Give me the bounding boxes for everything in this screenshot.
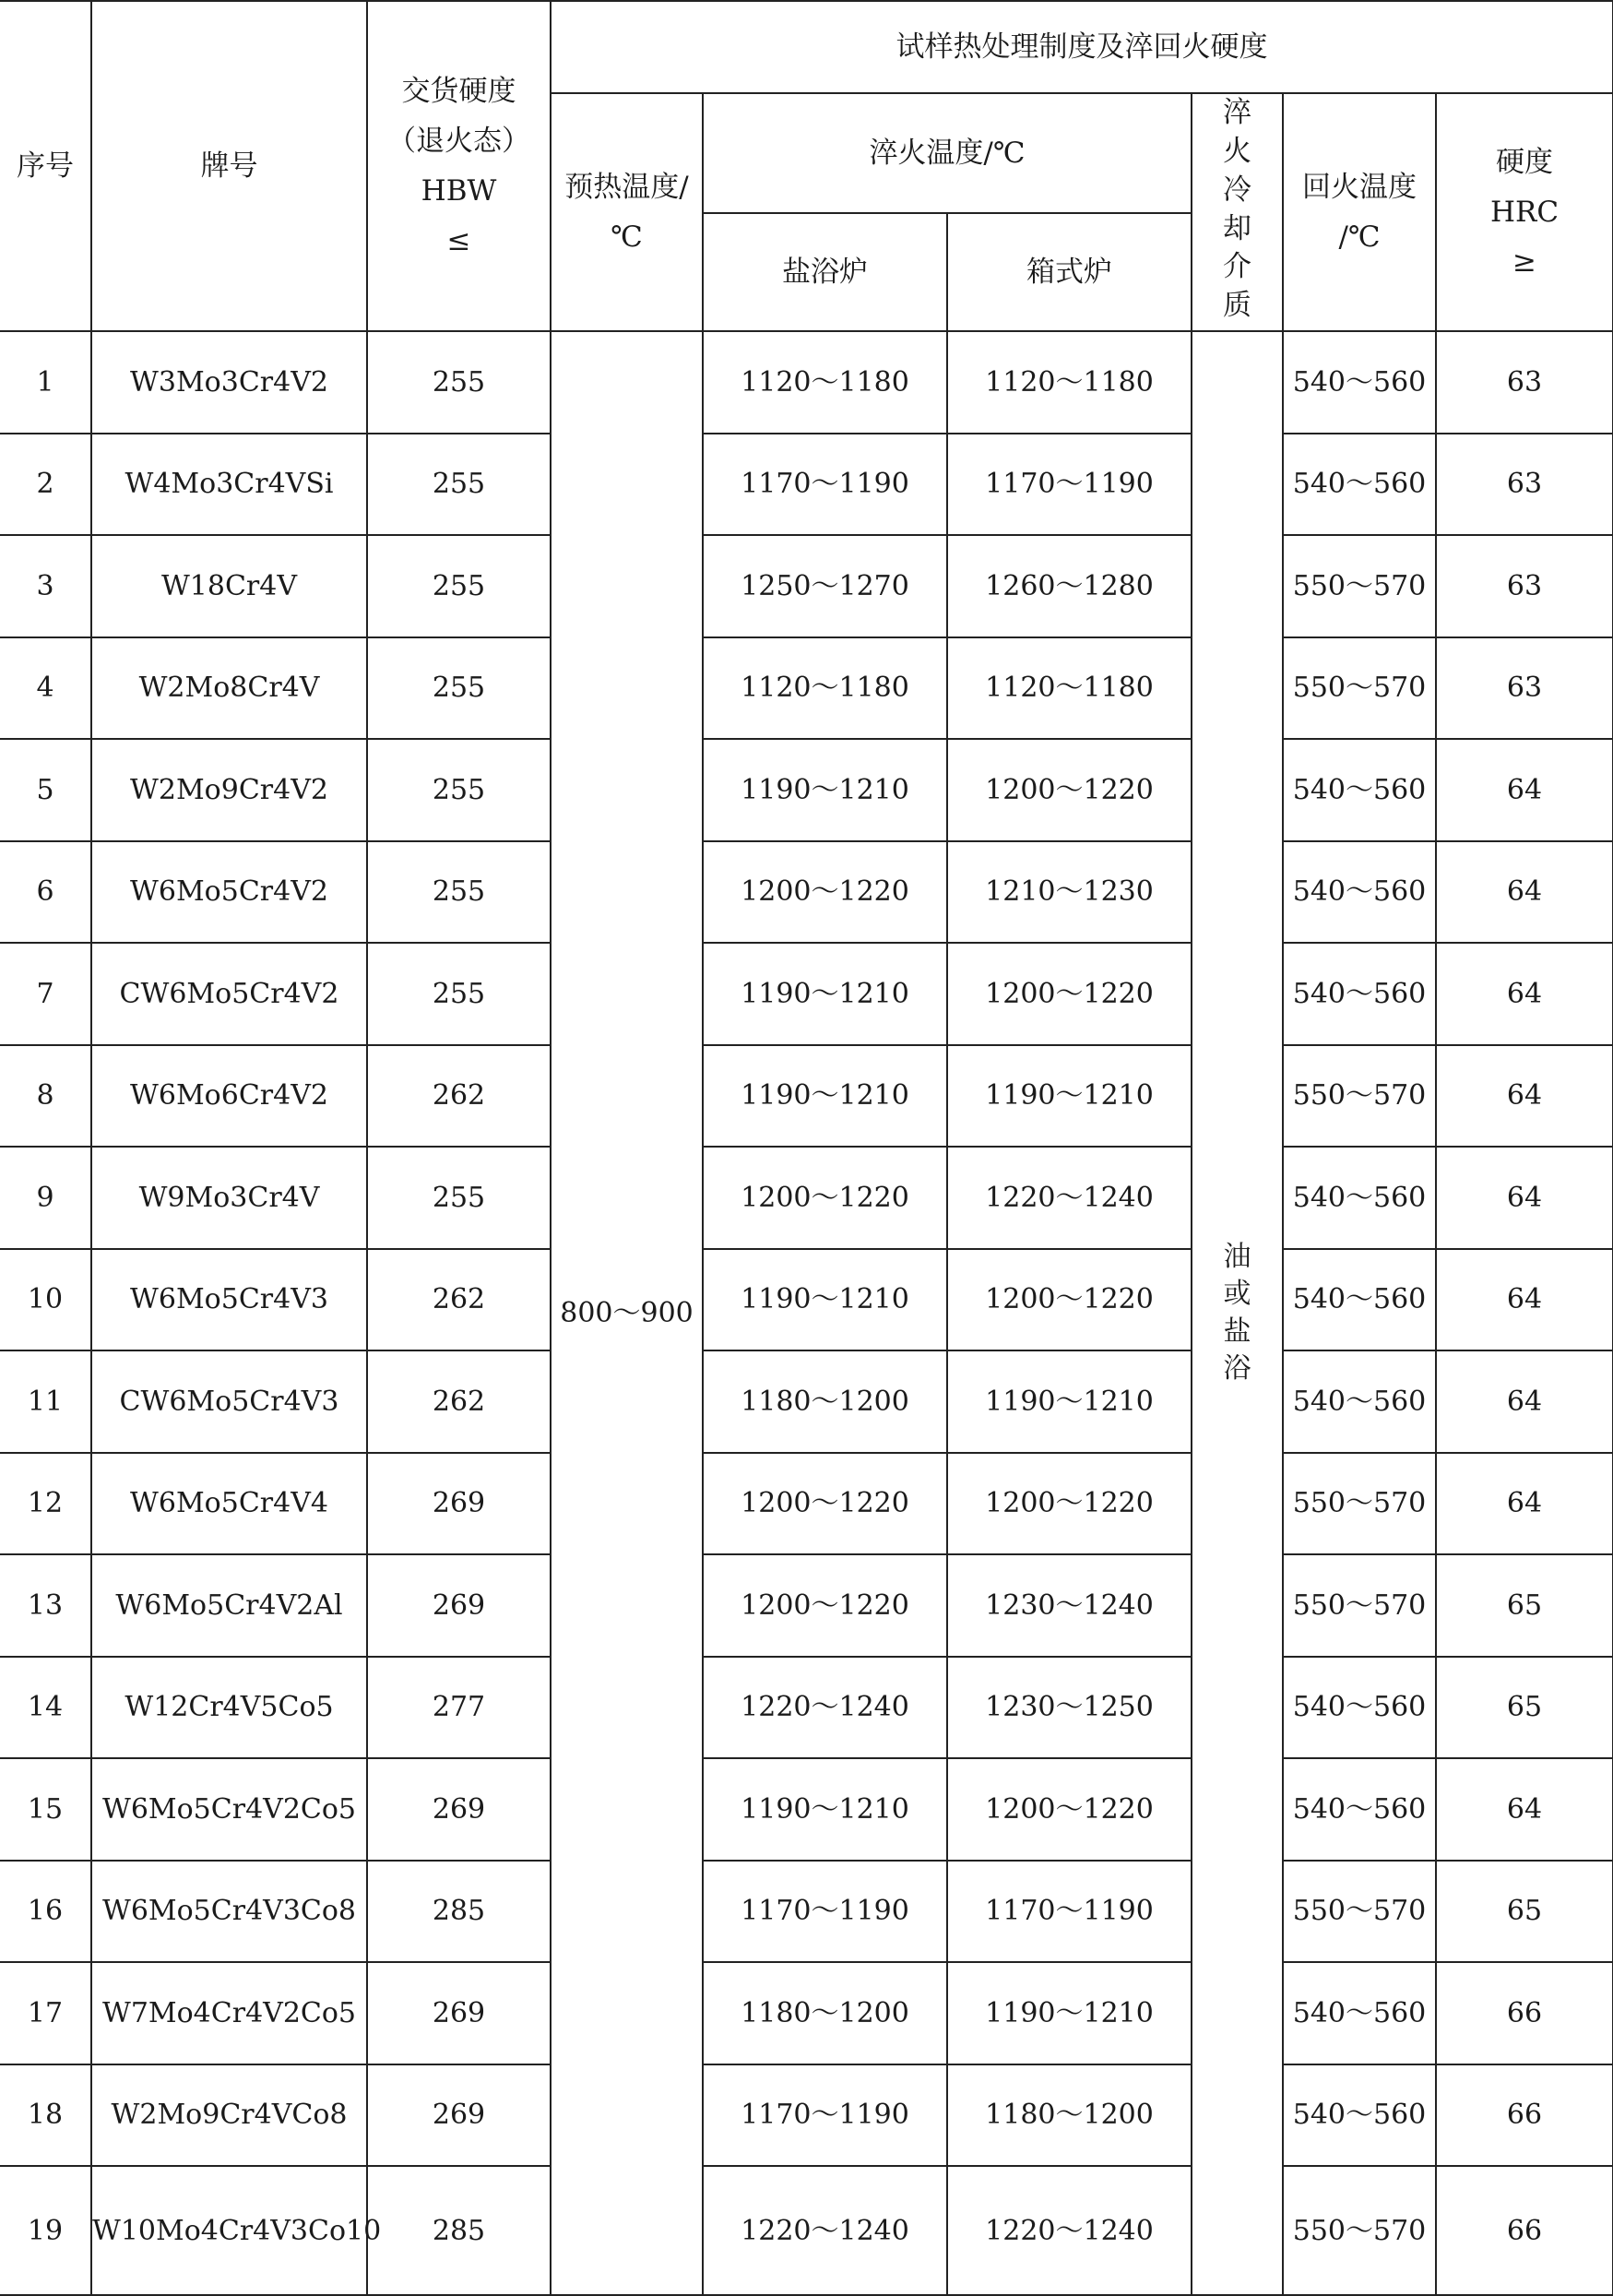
cell-hardness-hrc: 63 <box>1436 535 1613 637</box>
table-row <box>0 1147 1613 1249</box>
cell-grade: W6Mo5Cr4V2 <box>91 841 367 944</box>
cell-quench-box-furnace: 1170～1190 <box>947 1861 1192 1963</box>
cell-index: 9 <box>0 1147 91 1249</box>
cell-hardness-hrc: 64 <box>1436 1249 1613 1351</box>
cell-delivery-hardness: 269 <box>367 1962 551 2064</box>
cell-grade: W12Cr4V5Co5 <box>91 1657 367 1759</box>
cell-quench-box-furnace: 1230～1250 <box>947 1657 1192 1759</box>
cell-delivery-hardness: 269 <box>367 2064 551 2167</box>
header-delivery-hardness-line: 交货硬度 <box>401 74 516 108</box>
cell-quench-salt-bath: 1190～1210 <box>703 1249 947 1351</box>
table-row <box>0 2064 1613 2167</box>
cell-quench-salt-bath: 1200～1220 <box>703 1453 947 1555</box>
table-row <box>0 1962 1613 2064</box>
cell-hardness-hrc: 66 <box>1436 2064 1613 2167</box>
cell-temper-temp: 540～560 <box>1283 1758 1436 1861</box>
table-row <box>0 943 1613 1045</box>
header-delivery-hardness <box>367 1 551 331</box>
header-box-furnace: 箱式炉 <box>947 213 1192 332</box>
cell-index: 14 <box>0 1657 91 1759</box>
table-row <box>0 1861 1613 1963</box>
cell-quench-box-furnace: 1190～1210 <box>947 1045 1192 1148</box>
cell-delivery-hardness: 255 <box>367 739 551 841</box>
cell-grade: W10Mo4Cr4V3Co10 <box>91 2166 367 2295</box>
cell-hardness-hrc: 63 <box>1436 434 1613 536</box>
cell-index: 2 <box>0 434 91 536</box>
cell-quench-salt-bath: 1250～1270 <box>703 535 947 637</box>
cell-hardness-hrc: 64 <box>1436 1350 1613 1453</box>
cell-grade: W4Mo3Cr4VSi <box>91 434 367 536</box>
cell-delivery-hardness: 262 <box>367 1350 551 1453</box>
table-row <box>0 1045 1613 1148</box>
table-row <box>0 1249 1613 1351</box>
cell-grade: W6Mo5Cr4V4 <box>91 1453 367 1555</box>
cell-hardness-hrc: 63 <box>1436 637 1613 740</box>
cell-index: 1 <box>0 331 91 434</box>
header-temper-temp-line: 回火温度 <box>1302 170 1417 204</box>
cell-quench-box-furnace: 1200～1220 <box>947 943 1192 1045</box>
cell-temper-temp: 540～560 <box>1283 1249 1436 1351</box>
cell-hardness-hrc: 66 <box>1436 1962 1613 2064</box>
cell-quench-box-furnace: 1260～1280 <box>947 535 1192 637</box>
cell-delivery-hardness: 285 <box>367 2166 551 2295</box>
table-row <box>0 1554 1613 1657</box>
header-delivery-hardness-line: （退火态） <box>387 124 530 158</box>
cell-temper-temp: 540～560 <box>1283 739 1436 841</box>
cell-grade: W6Mo5Cr4V2Co5 <box>91 1758 367 1861</box>
table-body <box>0 331 1613 2295</box>
cell-quench-salt-bath: 1220～1240 <box>703 1657 947 1759</box>
cell-quench-medium <box>1192 331 1283 2295</box>
header-salt-bath-furnace: 盐浴炉 <box>703 213 947 332</box>
header-hardness-hrc-line: ≥ <box>1512 245 1536 280</box>
header-delivery-hardness-line: HBW <box>421 174 497 208</box>
cell-index: 12 <box>0 1453 91 1555</box>
cell-grade: W2Mo9Cr4V2 <box>91 739 367 841</box>
cell-grade: W7Mo4Cr4V2Co5 <box>91 1962 367 2064</box>
cell-hardness-hrc: 63 <box>1436 331 1613 434</box>
cell-quench-box-furnace: 1230～1240 <box>947 1554 1192 1657</box>
cell-delivery-hardness: 255 <box>367 434 551 536</box>
cell-temper-temp: 550～570 <box>1283 1861 1436 1963</box>
table-row <box>0 331 1613 434</box>
cell-quench-salt-bath: 1170～1190 <box>703 434 947 536</box>
cell-temper-temp: 540～560 <box>1283 1962 1436 2064</box>
cell-quench-salt-bath: 1120～1180 <box>703 331 947 434</box>
cell-delivery-hardness: 277 <box>367 1657 551 1759</box>
cell-delivery-hardness: 269 <box>367 1453 551 1555</box>
cell-grade: CW6Mo5Cr4V2 <box>91 943 367 1045</box>
cell-quench-box-furnace: 1120～1180 <box>947 331 1192 434</box>
cell-quench-box-furnace: 1200～1220 <box>947 739 1192 841</box>
header-temper-temp <box>1283 93 1436 331</box>
header-preheat-temp-line: ℃ <box>611 220 643 255</box>
cell-index: 8 <box>0 1045 91 1148</box>
cell-temper-temp: 550～570 <box>1283 1453 1436 1555</box>
cell-quench-salt-bath: 1190～1210 <box>703 739 947 841</box>
cell-temper-temp: 550～570 <box>1283 535 1436 637</box>
header-temper-temp-line: /℃ <box>1338 220 1381 255</box>
cell-temper-temp: 540～560 <box>1283 434 1436 536</box>
cell-delivery-hardness: 255 <box>367 535 551 637</box>
header-preheat-temp <box>551 93 703 331</box>
cell-hardness-hrc: 65 <box>1436 1861 1613 1963</box>
cell-index: 11 <box>0 1350 91 1453</box>
cell-quench-box-furnace: 1210～1230 <box>947 841 1192 944</box>
header-quench-medium <box>1192 93 1283 331</box>
cell-grade: W6Mo6Cr4V2 <box>91 1045 367 1148</box>
cell-index: 13 <box>0 1554 91 1657</box>
cell-temper-temp: 540～560 <box>1283 943 1436 1045</box>
cell-hardness-hrc: 64 <box>1436 1453 1613 1555</box>
cell-hardness-hrc: 65 <box>1436 1657 1613 1759</box>
cell-grade: W6Mo5Cr4V3 <box>91 1249 367 1351</box>
cell-quench-salt-bath: 1180～1200 <box>703 1962 947 2064</box>
cell-hardness-hrc: 64 <box>1436 943 1613 1045</box>
cell-delivery-hardness: 255 <box>367 841 551 944</box>
cell-quench-salt-bath: 1220～1240 <box>703 2166 947 2295</box>
cell-index: 6 <box>0 841 91 944</box>
cell-quench-salt-bath: 1190～1210 <box>703 1758 947 1861</box>
header-delivery-hardness-line: ≤ <box>446 224 471 258</box>
cell-quench-box-furnace: 1190～1210 <box>947 1350 1192 1453</box>
cell-temper-temp: 540～560 <box>1283 1657 1436 1759</box>
cell-temper-temp: 550～570 <box>1283 637 1436 740</box>
cell-quench-salt-bath: 1180～1200 <box>703 1350 947 1453</box>
cell-temper-temp: 540～560 <box>1283 2064 1436 2167</box>
cell-index: 3 <box>0 535 91 637</box>
cell-quench-box-furnace: 1220～1240 <box>947 2166 1192 2295</box>
header-quench-medium-text: 淬火冷却介质 <box>1223 96 1251 323</box>
cell-delivery-hardness: 285 <box>367 1861 551 1963</box>
cell-grade: W2Mo9Cr4VCo8 <box>91 2064 367 2167</box>
table-row <box>0 1758 1613 1861</box>
cell-grade: W2Mo8Cr4V <box>91 637 367 740</box>
cell-hardness-hrc: 65 <box>1436 1554 1613 1657</box>
cell-quench-salt-bath: 1200～1220 <box>703 1554 947 1657</box>
cell-temper-temp: 540～560 <box>1283 331 1436 434</box>
table-row <box>0 2166 1613 2295</box>
cell-index: 10 <box>0 1249 91 1351</box>
cell-grade: W3Mo3Cr4V2 <box>91 331 367 434</box>
cell-index: 15 <box>0 1758 91 1861</box>
cell-temper-temp: 540～560 <box>1283 1350 1436 1453</box>
cell-preheat-temp: 800～900 <box>551 331 703 2295</box>
header-index: 序号 <box>0 1 91 331</box>
cell-grade: W6Mo5Cr4V3Co8 <box>91 1861 367 1963</box>
cell-quench-box-furnace: 1180～1200 <box>947 2064 1192 2167</box>
cell-delivery-hardness: 255 <box>367 331 551 434</box>
table-row <box>0 1453 1613 1555</box>
cell-temper-temp: 550～570 <box>1283 1554 1436 1657</box>
cell-index: 19 <box>0 2166 91 2295</box>
cell-temper-temp: 540～560 <box>1283 841 1436 944</box>
header-hardness-hrc-line: 硬度 <box>1496 145 1553 179</box>
cell-grade: CW6Mo5Cr4V3 <box>91 1350 367 1453</box>
table-row <box>0 535 1613 637</box>
cell-quench-salt-bath: 1190～1210 <box>703 1045 947 1148</box>
cell-quench-salt-bath: 1170～1190 <box>703 2064 947 2167</box>
header-hardness-hrc <box>1436 93 1613 331</box>
table-row <box>0 637 1613 740</box>
cell-quench-salt-bath: 1190～1210 <box>703 943 947 1045</box>
header-heat-treatment-group: 试样热处理制度及淬回火硬度 <box>551 1 1613 93</box>
cell-quench-salt-bath: 1170～1190 <box>703 1861 947 1963</box>
cell-hardness-hrc: 64 <box>1436 1147 1613 1249</box>
cell-hardness-hrc: 64 <box>1436 1045 1613 1148</box>
cell-quench-box-furnace: 1170～1190 <box>947 434 1192 536</box>
cell-index: 5 <box>0 739 91 841</box>
cell-quench-box-furnace: 1200～1220 <box>947 1249 1192 1351</box>
header-preheat-temp-line: 预热温度/ <box>564 170 689 204</box>
cell-temper-temp: 550～570 <box>1283 2166 1436 2295</box>
cell-index: 18 <box>0 2064 91 2167</box>
cell-temper-temp: 540～560 <box>1283 1147 1436 1249</box>
cell-delivery-hardness: 262 <box>367 1249 551 1351</box>
table-row <box>0 1350 1613 1453</box>
cell-quench-box-furnace: 1190～1210 <box>947 1962 1192 2064</box>
cell-index: 4 <box>0 637 91 740</box>
cell-quench-box-furnace: 1220～1240 <box>947 1147 1192 1249</box>
cell-delivery-hardness: 269 <box>367 1758 551 1861</box>
cell-quench-box-furnace: 1120～1180 <box>947 637 1192 740</box>
cell-index: 16 <box>0 1861 91 1963</box>
table-row <box>0 1657 1613 1759</box>
cell-quench-salt-bath: 1200～1220 <box>703 841 947 944</box>
cell-hardness-hrc: 66 <box>1436 2166 1613 2295</box>
cell-index: 17 <box>0 1962 91 2064</box>
table-row <box>0 434 1613 536</box>
cell-quench-medium-text: 油或盐浴 <box>1223 1240 1251 1386</box>
header-hardness-hrc-line: HRC <box>1489 196 1560 230</box>
cell-hardness-hrc: 64 <box>1436 739 1613 841</box>
cell-index: 7 <box>0 943 91 1045</box>
cell-quench-box-furnace: 1200～1220 <box>947 1453 1192 1555</box>
cell-quench-salt-bath: 1120～1180 <box>703 637 947 740</box>
cell-quench-box-furnace: 1200～1220 <box>947 1758 1192 1861</box>
cell-delivery-hardness: 255 <box>367 637 551 740</box>
table-row <box>0 841 1613 944</box>
table-row <box>0 739 1613 841</box>
cell-delivery-hardness: 255 <box>367 1147 551 1249</box>
cell-grade: W6Mo5Cr4V2Al <box>91 1554 367 1657</box>
cell-hardness-hrc: 64 <box>1436 841 1613 944</box>
cell-delivery-hardness: 269 <box>367 1554 551 1657</box>
cell-hardness-hrc: 64 <box>1436 1758 1613 1861</box>
cell-delivery-hardness: 262 <box>367 1045 551 1148</box>
cell-grade: W18Cr4V <box>91 535 367 637</box>
cell-delivery-hardness: 255 <box>367 943 551 1045</box>
header-quench-temp-group: 淬火温度/℃ <box>703 93 1192 213</box>
cell-temper-temp: 550～570 <box>1283 1045 1436 1148</box>
table-header <box>0 1 1613 331</box>
cell-grade: W9Mo3Cr4V <box>91 1147 367 1249</box>
cell-quench-salt-bath: 1200～1220 <box>703 1147 947 1249</box>
header-grade: 牌号 <box>91 1 367 331</box>
